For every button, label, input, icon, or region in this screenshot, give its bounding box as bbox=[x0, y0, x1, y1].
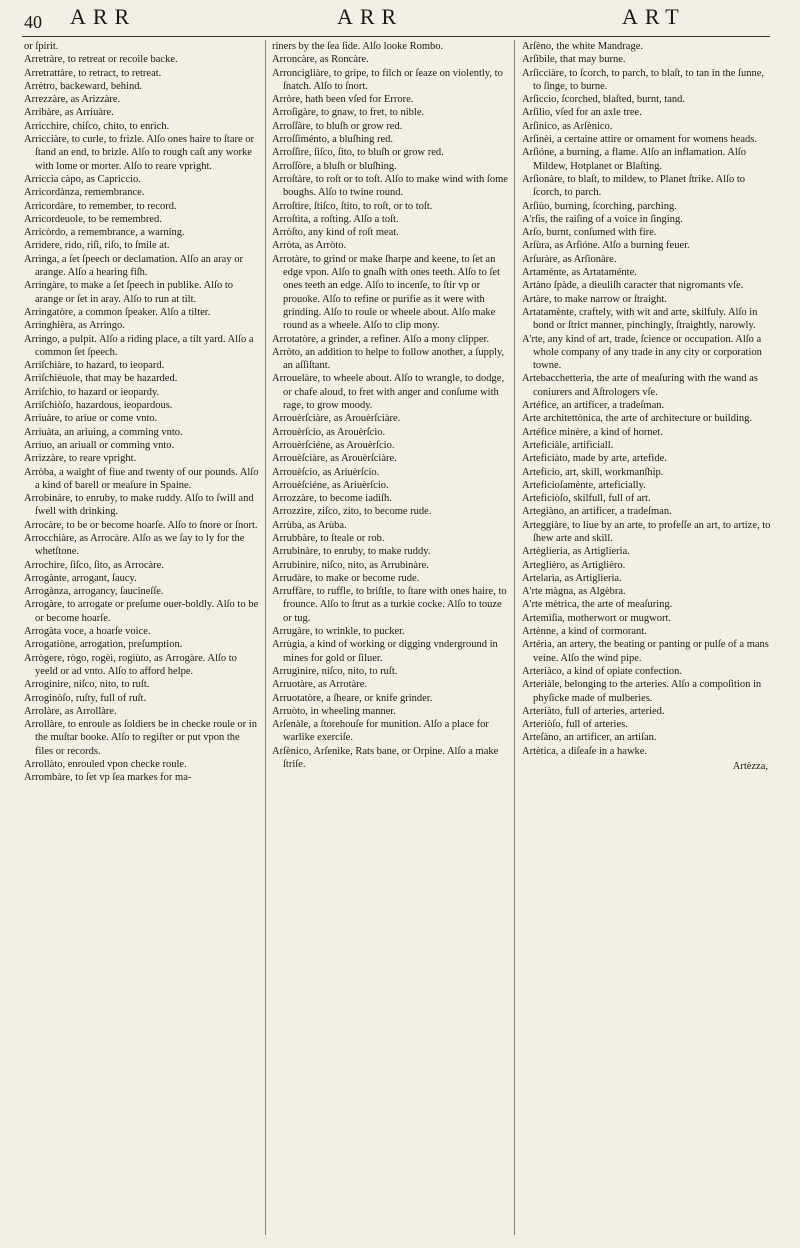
dictionary-entry: Arteriàle, belonging to the arteries. Alſo a compoſition in phyſicke made of mulberies. bbox=[522, 679, 762, 704]
dictionary-entry: Artètica, a diſeaſe in a hawke. bbox=[522, 745, 648, 757]
dictionary-entry: Arriſchiàre, to hazard, to ieopard. bbox=[24, 360, 165, 372]
dictionary-entry: Arrotàre, to grind or make ſharpe and keene, to ſet an edge vpon. Alſo to gnaſh with ones teeth. Alſo to ſet ones teeth an edge. Alſo to incenſe, to ſtir vp or prouoke. Alſo to refine or purifie as it were with grinding. Alſo to roule or wheele about. Alſo make round as a wheele. Alſo to clip mony. bbox=[272, 253, 500, 332]
dictionary-entry: Arſùra, as Arſióne. Alſo a burning feuer. bbox=[522, 240, 690, 252]
dictionary-entry: Arròta, as Arròto. bbox=[272, 240, 347, 252]
dictionary-entry: Artegiàno, an artificer, a tradeſman. bbox=[522, 506, 672, 518]
dictionary-entry: Arriuàre, to ariue or come vnto. bbox=[24, 413, 158, 425]
dictionary-entry: Arrouèſciéne, as Ariuèrſcio. bbox=[272, 479, 389, 491]
dictionary-entry: Arrochìre, ſiſco, ſito, as Arrocàre. bbox=[24, 559, 164, 571]
dictionary-entry: Arriuo, an ariuall or comming vnto. bbox=[24, 439, 175, 451]
dictionary-entry: Arricordànza, remembrance. bbox=[24, 187, 145, 199]
dictionary-entry: Arſionàre, to blaſt, to mildew, to Planet ſtrike. Alſo to ſcorch, to parch. bbox=[522, 173, 745, 199]
dictionary-entry: Arroſſiménto, a bluſhing red. bbox=[272, 134, 394, 146]
dictionary-entry: A'rte, any kind of art, trade, ſcience or occupation. Alſo a whole company of any trade in any city or corporation towne. bbox=[522, 333, 762, 372]
dictionary-entry: Arrubbàre, to ſteale or rob. bbox=[272, 532, 385, 544]
dictionary-entry: Arroſſìre, ſiſco, ſito, to bluſh or grow red. bbox=[272, 147, 444, 159]
dictionary-entry: Arròre, hath been vſed for Errore. bbox=[272, 94, 414, 106]
dictionary-entry: Arriſchio, to hazard or ieopardy. bbox=[24, 386, 160, 398]
dictionary-entry: Arſióne, a burning, a flame. Alſo an inflamation. Alſo Mildew, Hotplanet or Blaſting. bbox=[522, 147, 746, 172]
dictionary-entry: Arroſigàre, to gnaw, to fret, to nible. bbox=[272, 107, 425, 119]
dictionary-entry: Arrizzàre, to reare vpright. bbox=[24, 453, 137, 465]
dictionary-entry: Arroſtàre, to roſt or to toſt. Alſo to make wind with ſome boughs. Alſo to twine round. bbox=[272, 173, 508, 199]
dictionary-entry: Arteriòſo, full of arteries. bbox=[522, 719, 628, 731]
dictionary-entry: Arrògere, rògo, rogèi, rogiùto, as Arrogàre. Alſo to yeeld or ad vnto. Alſo to afford helpe. bbox=[24, 652, 237, 677]
dictionary-entry: Arrouèſciàre, as Arouèrſciàre. bbox=[272, 453, 397, 465]
dictionary-entry: Arroſtìta, a roſting. Alſo a toſt. bbox=[272, 213, 399, 225]
dictionary-entry: Arſiùo, burning, ſcorching, parching. bbox=[522, 200, 677, 212]
dictionary-entry: Arrogatiòne, arrogation, preſumption. bbox=[24, 639, 183, 651]
dictionary-entry: Arrollàto, enrouled vpon checke roule. bbox=[24, 759, 187, 771]
dictionary-entry: Arretrattàre, to retract, to retreat. bbox=[24, 67, 162, 79]
dictionary-entry: Artéfice, an artificer, a tradeſman. bbox=[522, 400, 665, 412]
dictionary-entry: Arrollàre, to enroule as ſoldiers be in checke roule or in the muſtar booke. Alſo to regiſter or put vpon the files or records. bbox=[24, 719, 257, 757]
dictionary-entry: Arrotatòre, a grinder, a refiner. Alſo a mony clipper. bbox=[272, 333, 490, 345]
dictionary-entry: Arſìbile, that may burne. bbox=[522, 54, 626, 66]
dictionary-entry: Arſicciàre, to ſcorch, to parch, to blaſt, to tan in the ſunne, to ſinge, to burne. bbox=[522, 67, 765, 92]
dictionary-entry: Arroncàre, as Roncàre. bbox=[272, 54, 369, 66]
dictionary-entry: Arrouèrſcio, as Arouèrſcio. bbox=[272, 426, 386, 438]
dictionary-entry: Arricòrdo, a remembrance, a warning. bbox=[24, 227, 185, 239]
dictionary-entry: Arrudàre, to make or become rude. bbox=[272, 572, 420, 584]
dictionary-entry: Arròba, a waight of fiue and twenty of our pounds. Alſo a kind of barell or meaſure in Spaine. bbox=[24, 466, 259, 491]
dictionary-entry: Arrouèſcio, as Ariuèrſcio. bbox=[272, 466, 380, 478]
dictionary-entry: Arrètro, backeward, behind. bbox=[24, 80, 143, 92]
dictionary-entry: Arrobinàre, to enruby, to make ruddy. Alſo to ſwill and ſwell with drinking. bbox=[24, 493, 254, 518]
dictionary-entry: Arrolàre, as Arrollàre. bbox=[24, 705, 117, 717]
dictionary-entry: Arridere, rido, riſi, riſo, to ſmile at. bbox=[24, 240, 170, 252]
dictionary-entry: Arruotatòre, a ſheare, or knife grinder. bbox=[272, 692, 433, 704]
dictionary-entry: Arrogàta voce, a hoarſe voice. bbox=[24, 626, 151, 638]
dictionary-entry: Artènne, a kind of cormorant. bbox=[522, 626, 647, 638]
dictionary-entry: Arribàre, as Arriuàre. bbox=[24, 107, 114, 119]
dictionary-entry: Arſinico, as Arſènico. bbox=[522, 120, 613, 132]
dictionary-entry: Arrouelàre, to wheele about. Alſo to wrangle, to dodge, or chafe aloud, to fret with anger and conſume with rage, to grow moody. bbox=[272, 373, 505, 412]
dictionary-entry: Arruffàre, to ruffle, to briſtle, to ſtare with ones haire, to frounce. Alſo to ſtrut as a turkie cocke. Alſo to touze or tug. bbox=[272, 586, 507, 624]
catchword: Artèzza, bbox=[732, 761, 768, 773]
dictionary-entry: Arrogànte, arrogant, ſaucy. bbox=[24, 572, 137, 584]
dictionary-entry: Arrogìnire, niſco, nito, to ruſt. bbox=[24, 679, 150, 691]
dictionary-entry: Arrugìnire, niſco, nito, to ruſt. bbox=[272, 665, 398, 677]
dictionary-entry: Arteglièro, as Artiglièro. bbox=[522, 559, 626, 571]
dictionary-entry: Artelarìa, as Artiglieria. bbox=[522, 572, 622, 584]
dictionary-entry: Arruotàre, as Arrotàre. bbox=[272, 679, 368, 691]
dictionary-entry: Arroginòſo, ruſty, full of ruſt. bbox=[24, 692, 147, 704]
dictionary-entry: Arriccia càpo, as Capriccio. bbox=[24, 173, 141, 185]
dictionary-entry: Arriſchiòſo, hazardous, ieopardous. bbox=[24, 400, 173, 412]
dictionary-entry: Arte architettònica, the arte of architecture or building. bbox=[522, 413, 753, 425]
dictionary-entry: Artàre, to make narrow or ſtraight. bbox=[522, 293, 667, 305]
dictionary-entry: Arſuràre, as Arſionàre. bbox=[522, 253, 617, 265]
dictionary-entry: Arſenàle, a ſtorehouſe for munition. Alſo a place for warlike exerciſe. bbox=[272, 719, 489, 744]
dictionary-entry: Arringhièra, as Arringo. bbox=[24, 320, 125, 332]
dictionary-entry: Artèglieria, as Artiglieria. bbox=[522, 546, 630, 558]
column-left bbox=[24, 40, 260, 1240]
dictionary-entry: Arruòto, in wheeling manner. bbox=[272, 705, 396, 717]
dictionary-entry: Arſiccio, ſcorched, blaſted, burnt, tand. bbox=[522, 94, 685, 106]
dictionary-entry: Arricordàre, to remember, to record. bbox=[24, 200, 177, 212]
dictionary-entry: Arroſſàre, to bluſh or grow red. bbox=[272, 120, 403, 132]
dictionary-entry: Artemìſia, motherwort or mugwort. bbox=[522, 612, 672, 624]
dictionary-entry: Arrozzìre, ziſco, zito, to become rude. bbox=[272, 506, 432, 518]
dictionary-entry: Arrouèrſciéne, as Arouèrſcio. bbox=[272, 439, 395, 451]
dictionary-entry: Arteficiòſo, skilfull, full of art. bbox=[522, 493, 651, 505]
dictionary-entry: Arrocàre, to be or become hoarſe. Alſo to ſnore or ſnort. bbox=[24, 519, 258, 531]
dictionary-entry: Arteriàto, full of arteries, arteried. bbox=[522, 705, 665, 717]
dictionary-entry: Arrezzàre, as Arizzàre. bbox=[24, 94, 121, 106]
dictionary-entry: Artaménte, as Artataménte. bbox=[522, 267, 637, 279]
column-right bbox=[522, 40, 772, 1240]
column-divider bbox=[265, 40, 266, 1235]
dictionary-entry: Arrìnga, a ſet ſpeech or declamation. Alſo an aray or arange. Alſo a hearing fiſh. bbox=[24, 253, 243, 279]
dictionary-entry: Arringàre, to make a ſet ſpeech in publike. Alſo to arange or ſet in aray. Alſo to run at tilt. bbox=[24, 280, 234, 305]
header-word-center: ARR bbox=[337, 4, 404, 29]
dictionary-entry: A'rte màgna, as Algèbra. bbox=[522, 586, 626, 598]
dictionary-entry: Arringatòre, a common ſpeaker. Alſo a tilter. bbox=[24, 306, 211, 318]
column-middle bbox=[272, 40, 510, 1240]
dictionary-entry: Artàno ſpàde, a dieuliſh caracter that nigromants vſe. bbox=[522, 280, 744, 292]
dictionary-entry: Arſo, burnt, conſumed with fire. bbox=[522, 227, 657, 239]
dictionary-entry: Arrogànza, arrogancy, ſaucineſſe. bbox=[24, 586, 164, 598]
dictionary-entry: Arteficioſamènte, arteficially. bbox=[522, 479, 646, 491]
dictionary-entry: Arròſto, any kind of roſt meat. bbox=[272, 227, 399, 239]
dictionary-entry: Arſèno, the white Mandrage. bbox=[522, 41, 644, 52]
page-number: 40 bbox=[24, 12, 42, 32]
dictionary-entry: Arròto, an addition to helpe to follow another, a ſupply, an aſſiſtant. bbox=[272, 346, 505, 372]
dictionary-entry: Arriſchièuole, that may be hazarded. bbox=[24, 373, 178, 385]
dictionary-entry: Arteriàco, a kind of opiate confection. bbox=[522, 665, 683, 677]
dictionary-entry: Arringo, a pulpit. Alſo a riding place, a tilt yard. Alſo a common ſet ſpeech. bbox=[24, 333, 254, 358]
dictionary-entry: Arrugàre, to wrinkle, to pucker. bbox=[272, 626, 405, 638]
dictionary-entry: Arrubinàre, to enruby, to make ruddy. bbox=[272, 546, 431, 558]
dictionary-entry: Artéria, an artery, the beating or panting or pulſe of a mans veine. Alſo the wind pipe. bbox=[522, 639, 769, 664]
dictionary-entry: Arroſſòre, a bluſh or bluſhing. bbox=[272, 160, 397, 172]
dictionary-entry: Arroncigliàre, to gripe, to filch or ſeaze on violently, to ſnatch. Alſo to ſnort. bbox=[272, 67, 503, 92]
dictionary-entry: Arrombàre, to ſet vp ſea markes for ma- bbox=[24, 772, 192, 784]
dictionary-entry: Arteficiàto, made by arte, artefide. bbox=[522, 453, 667, 465]
dictionary-entry: Arricciàre, to curle, to frizle. Alſo ones haire to ſtare or ſtand an end, to brizle. Alſo to rough caſt any worke with lome or morter. Alſo to reare vpright. bbox=[24, 134, 255, 172]
dictionary-entry: Arrùba, as Arùba. bbox=[272, 519, 347, 531]
dictionary-entry: Arrùgia, a kind of working or digging vnderground in mines for gold or ſiluer. bbox=[272, 639, 498, 664]
running-header bbox=[22, 2, 770, 37]
dictionary-entry: Arſìlio, vſed for an axle tree. bbox=[522, 107, 642, 119]
dictionary-entry: Arrozzàre, to become iadiſh. bbox=[272, 493, 392, 505]
dictionary-entry: or ſpirit. bbox=[24, 41, 59, 52]
header-word-right: ART bbox=[622, 4, 686, 29]
dictionary-entry: A'rte mètrica, the arte of meaſuring. bbox=[522, 599, 673, 611]
dictionary-entry: Arricordeuole, to be remembred. bbox=[24, 213, 162, 225]
dictionary-entry: A'rſis, the raiſing of a voice in ſinging. bbox=[522, 213, 683, 225]
column-divider bbox=[514, 40, 515, 1235]
dictionary-entry: Arroſtìre, ſtiſco, ſtito, to roſt, or to toſt. bbox=[272, 200, 433, 212]
dictionary-entry: Arteggiàre, to liue by an arte, to profeſſe an art, to artize, to ſhew arte and skill. bbox=[522, 519, 771, 544]
dictionary-entry: Arrogàre, to arrogate or preſume ouer-boldly. Alſo to be or become hoarſe. bbox=[24, 599, 259, 624]
dictionary-entry: Arriuàta, an ariuing, a comming vnto. bbox=[24, 426, 183, 438]
dictionary-entry: Arricchìre, chiſco, chito, to enrich. bbox=[24, 120, 170, 132]
dictionary-entry: Artebacchetterìa, the arte of meaſuring with the wand as coniurers and Aſtrologers vſe. bbox=[522, 373, 758, 398]
dictionary-entry: Arrocchiàre, as Arrocàre. Alſo as we ſay to ly for the whetſtone. bbox=[24, 532, 245, 558]
header-word-left: ARR bbox=[70, 4, 137, 29]
dictionary-entry: Arſinèi, a certaine attire or ornament for womens heads. bbox=[522, 134, 757, 146]
dictionary-entry: Arrouèrſciàre, as Arouèrſciàre. bbox=[272, 413, 401, 425]
dictionary-entry: riners by the ſea ſide. Alſo looke Rombo. bbox=[272, 41, 444, 52]
dictionary-entry: Arſènico, Arſenike, Rats bane, or Orpine. Alſo a make ſtriſe. bbox=[272, 745, 499, 771]
dictionary-entry: Arretràre, to retreat or recoile backe. bbox=[24, 54, 178, 66]
dictionary-entry: Artefìcio, art, skill, workmanſhip. bbox=[522, 466, 664, 478]
dictionary-entry: Artéfice minère, a kind of hornet. bbox=[522, 426, 663, 438]
dictionary-entry: Arteficiàle, artificiall. bbox=[522, 439, 614, 451]
dictionary-entry: Artatamènte, craftely, with wit and arte, skilfuly. Alſo in bond or ſtrict manner, pinchingly, ſtraightly, narowly. bbox=[522, 306, 758, 332]
dictionary-entry: Arrubinìre, niſco, nito, as Arrubinàre. bbox=[272, 559, 429, 571]
dictionary-entry: Arteſàno, an artificer, an artiſan. bbox=[522, 732, 657, 744]
